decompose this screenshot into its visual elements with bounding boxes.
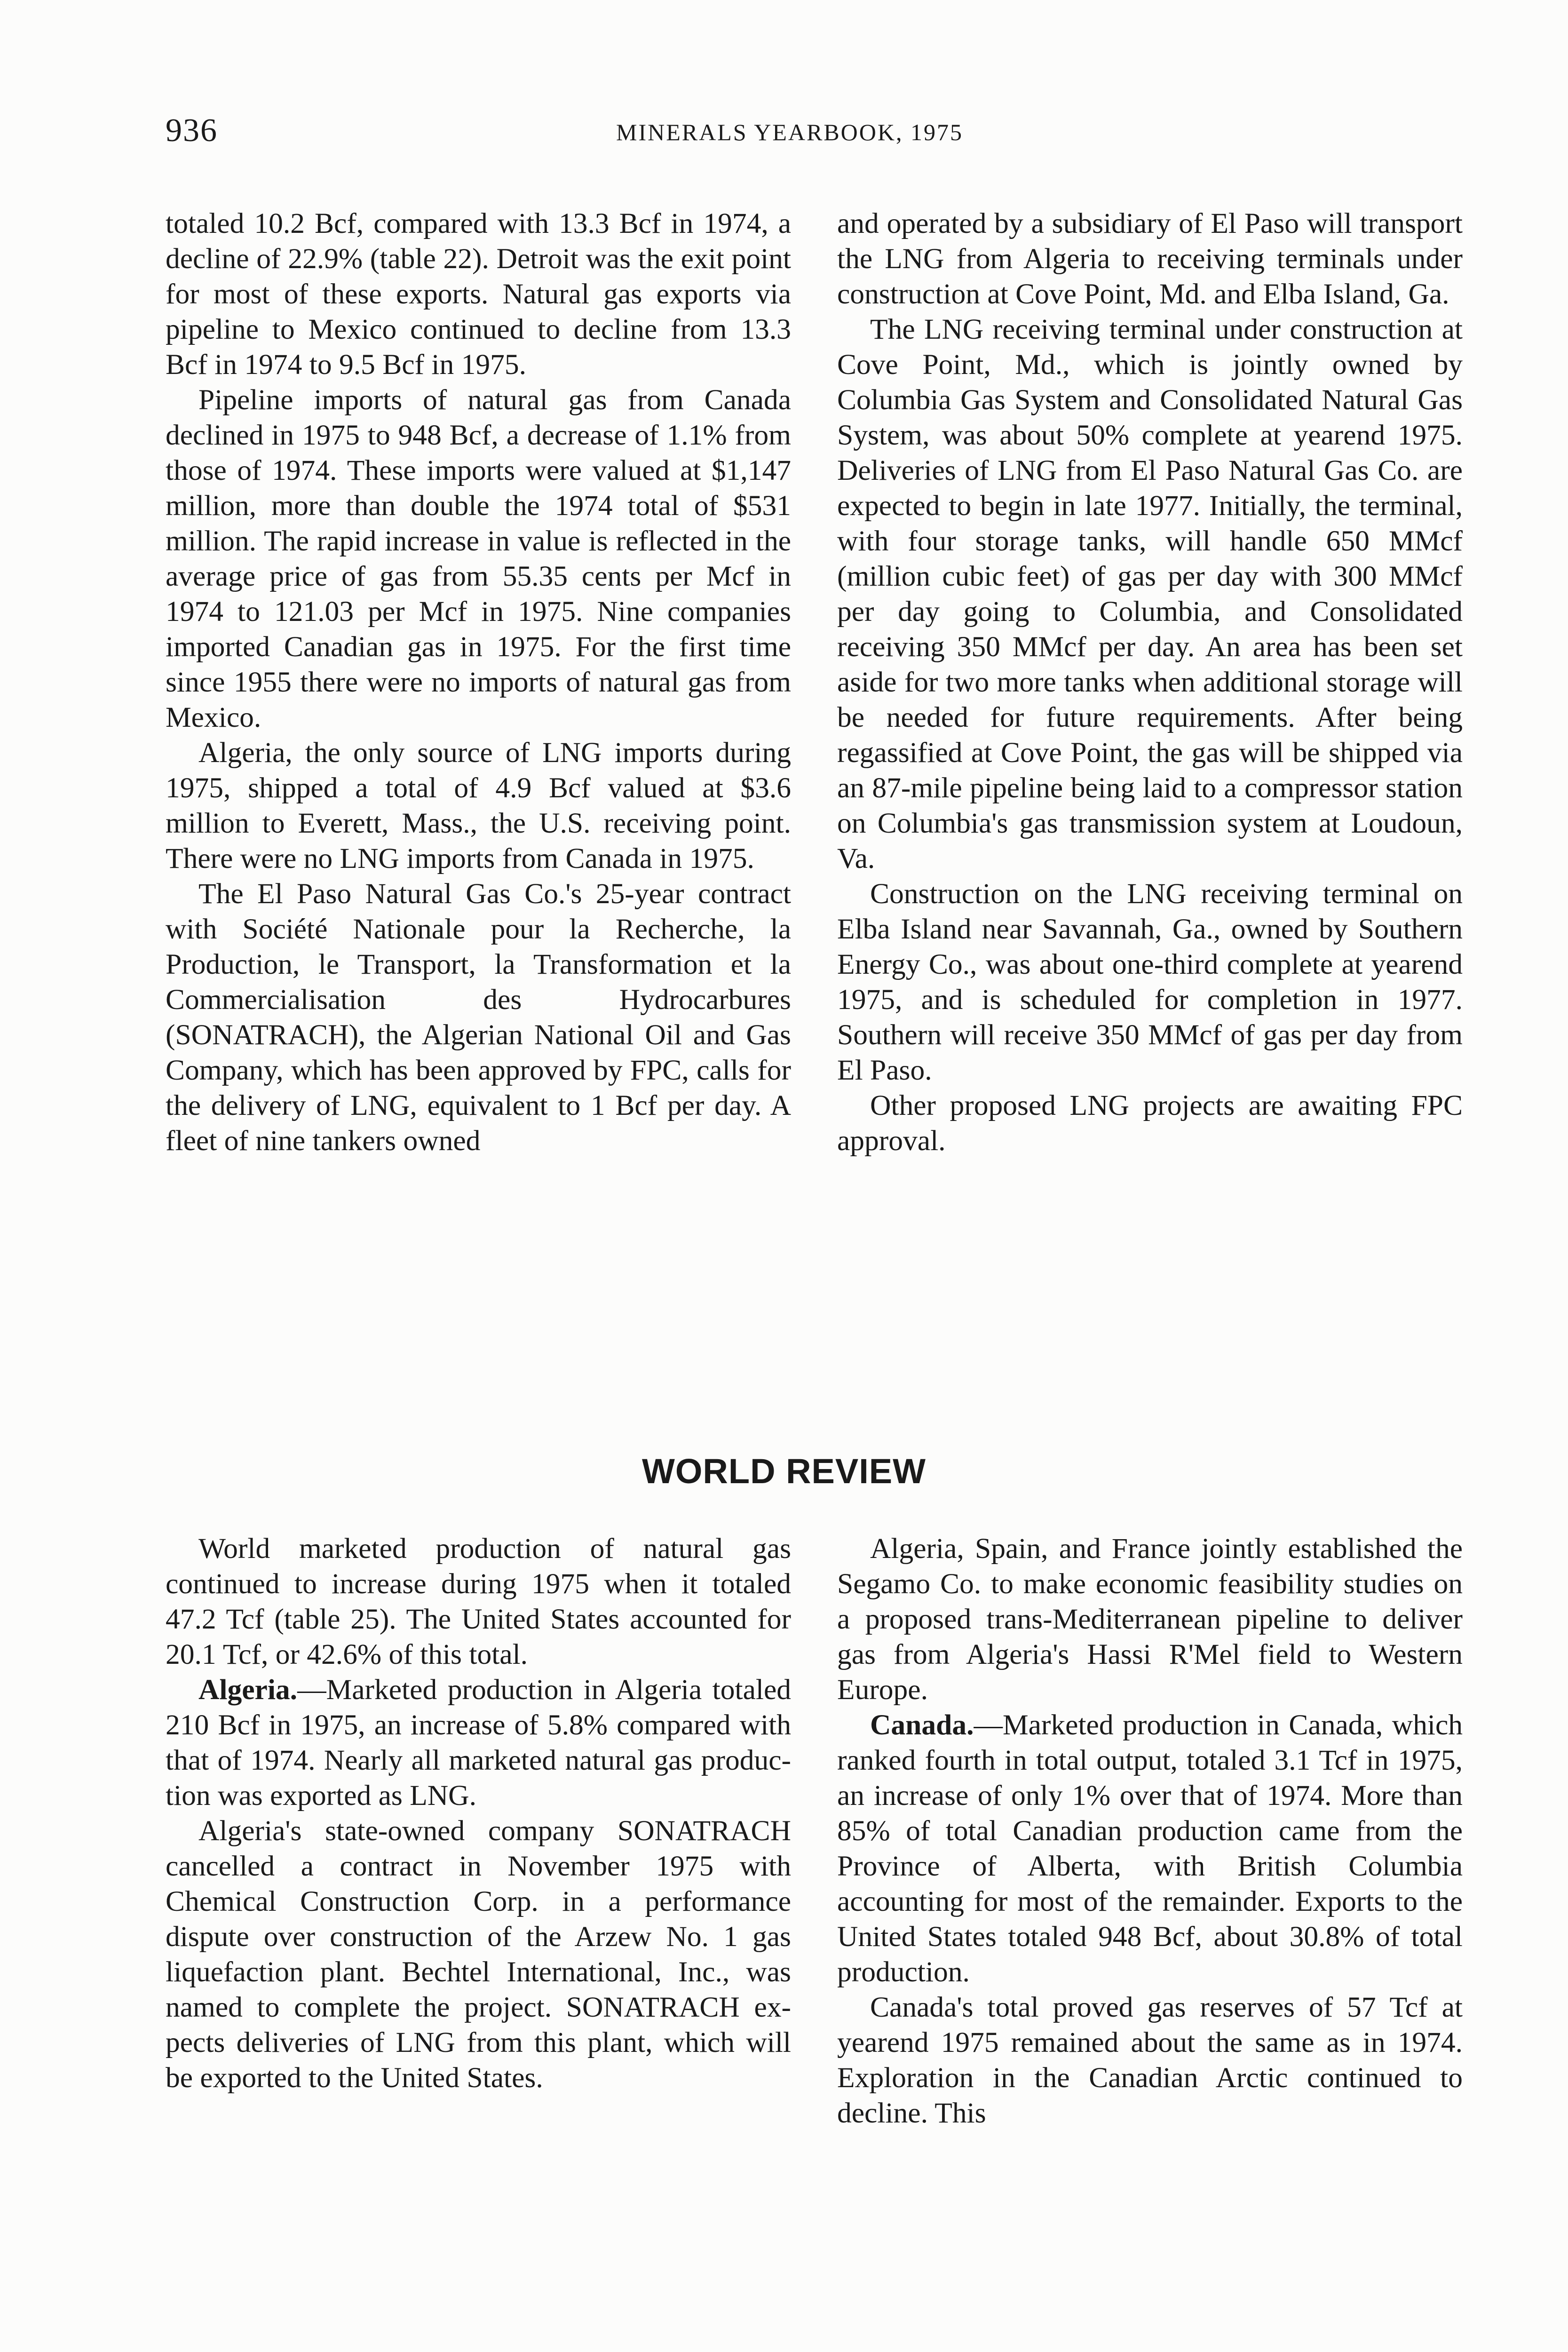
paragraph	[837, 1708, 1463, 1990]
paragraph-text: —Marketed production in Canada, which ranked fourth in total output, totaled 3.1 Tcf in 1975, an increase of only 1% over that of 1974. More than 85% of total Canadian production came from the Province of Alberta, with British Columbia accounting for most of the remainder. Exports to the United States totaled 948 Bcf, about 30.8% of total production.	[837, 1709, 1463, 1988]
paragraph: The LNG receiving terminal under construction at Cove Point, Md., which is jointly owned by Columbia Gas System and Consolidated Natural Gas System, was about 50% complete at yearend 1975. Deliveries of LNG from El Paso Natural Gas Co. are expected to begin in late 1977. Initially, the terminal, with four storage tanks, will handle 650 MMcf (million cubic feet) of gas per day with 300 MMcf per day going to Columbia, and Consolidated receiving 350 MMcf per day. An area has been set aside for two more tanks when additional storage will be needed for future requirements. After being regassified at Cove Point, the gas will be shipped via an 87-mile pipeline being laid to a compressor station on Columbia's gas transmission system at Loudoun, Va.	[837, 313, 1463, 874]
page-header	[166, 112, 1464, 150]
bottom-left-column	[166, 1531, 791, 2096]
bottom-right-column	[837, 1531, 1463, 2131]
paragraph: World marketed production of natural gas continued to increase during 1975 when it totaled 47.2 Tcf (table 25). The United States accounted for 20.1 Tcf, or 42.6% of this total.	[166, 1533, 791, 1670]
paragraph: Other proposed LNG projects are awaiting FPC approval.	[837, 1089, 1463, 1157]
paragraph	[166, 1672, 791, 1813]
paragraph: The El Paso Natural Gas Co.'s 25-year contract with Société Nationale pour la Recherche, la Production, le Transport, la Transformation et la Commercialisation des Hydrocarbures (SONATRACH), the Algerian National Oil and Gas Company, which has been approved by FPC, calls for the delivery of LNG, equivalent to 1 Bcf per day. A fleet of nine tankers owned	[166, 878, 791, 1157]
paragraph: Algeria, the only source of LNG imports during 1975, shipped a total of 4.9 Bcf valued at $3.6 million to Everett, Mass., the U.S. receiving point. There were no LNG imports from Canada in 1975.	[166, 737, 791, 874]
run-in-heading: Algeria.	[198, 1674, 298, 1706]
paragraph-text: —Marketed production in Algeria totaled 210 Bcf in 1975, an increase of 5.8% compared with that of 1974. Nearly all marketed natural gas production was exported as LNG.	[166, 1674, 791, 1812]
page-number: 936	[166, 112, 218, 149]
paragraph: Algeria's state-owned company SONATRACH cancelled a contract in November 1975 with Chemical Construction Corp. in a performance dispute over construction of the Arzew No. 1 gas liquefaction plant. Bechtel International, Inc., was named to complete the project. SONATRACH expects deliveries of LNG from this plant, which will be exported to the United States.	[166, 1815, 791, 2094]
top-right-column	[837, 206, 1463, 1159]
paragraph: Construction on the LNG receiving terminal on Elba Island near Savannah, Ga., owned by Southern Energy Co., was about one-third complete at yearend 1975, and is scheduled for completion in 1977. Southern will receive 350 MMcf of gas per day from El Paso.	[837, 878, 1463, 1086]
paragraph: Algeria, Spain, and France jointly established the Segamo Co. to make economic feasibility studies on a proposed trans-Mediterranean pipeline to deliver gas from Algeria's Hassi R'Mel field to Western Europe.	[837, 1533, 1463, 1706]
paragraph: Canada's total proved gas reserves of 57 Tcf at yearend 1975 remained about the same as in 1974. Exploration in the Canadian Arctic continued to decline. This	[837, 1991, 1463, 2129]
run-in-heading: Canada.	[870, 1709, 974, 1741]
running-title: MINERALS YEARBOOK, 1975	[616, 119, 963, 145]
top-left-column	[166, 206, 791, 1159]
paragraph: totaled 10.2 Bcf, compared with 13.3 Bcf in 1974, a decline of 22.9% (table 22). Detroit was the exit point for most of these exports. Natural gas exports via pipeline to Mexico continued to decline from 13.3 Bcf in 1974 to 9.5 Bcf in 1975.	[166, 207, 791, 381]
paragraph: Pipeline imports of natural gas from Canada declined in 1975 to 948 Bcf, a decrease of 1.1% from those of 1974. These imports were valued at $1,147 million, more than double the 1974 total of $531 million. The rapid increase in value is reflected in the average price of gas from 55.35 cents per Mcf in 1974 to 121.03 per Mcf in 1975. Nine companies imported Canadian gas in 1975. For the first time since 1955 there were no imports of natural gas from Mexico.	[166, 384, 791, 733]
section-heading: WORLD REVIEW	[642, 1452, 926, 1491]
paragraph: and operated by a subsidiary of El Paso will transport the LNG from Algeria to receiving terminals under construction at Cove Point, Md. and Elba Island, Ga.	[837, 207, 1463, 310]
